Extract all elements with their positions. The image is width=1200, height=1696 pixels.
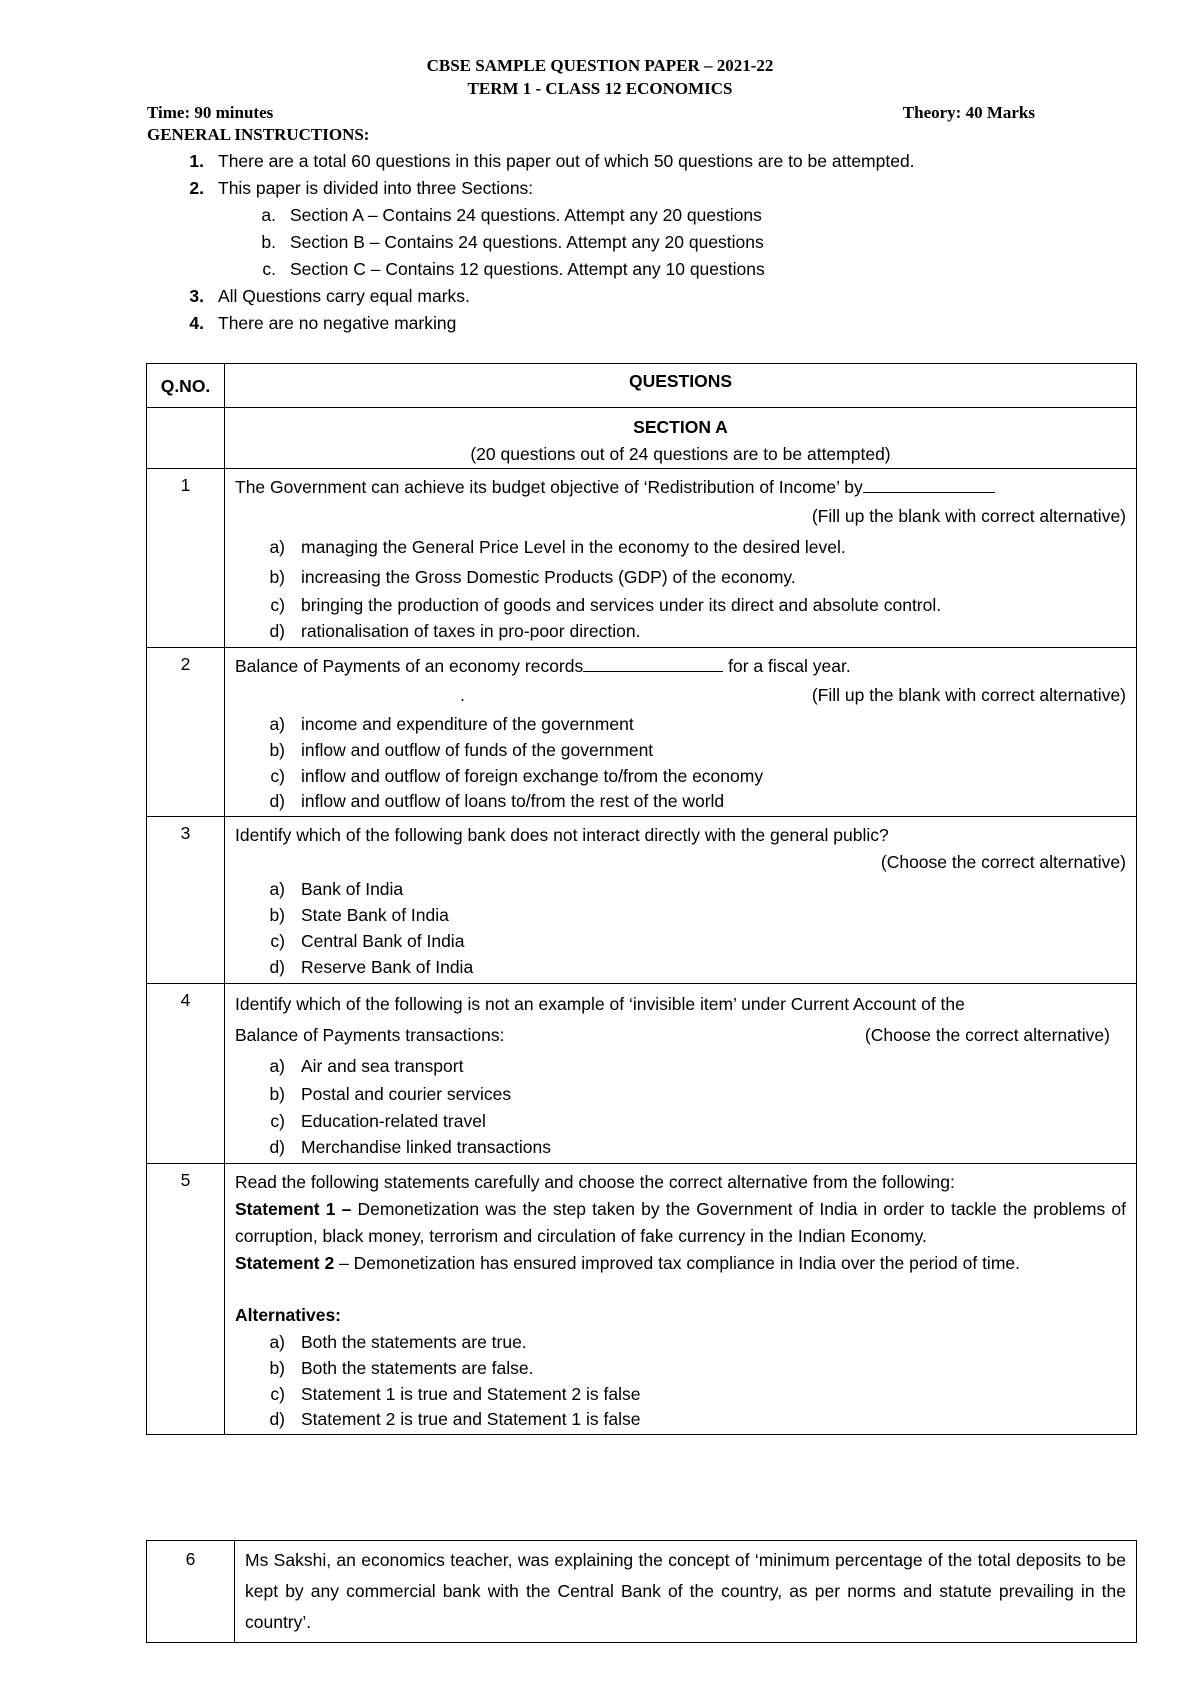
- questions-table-continued: [146, 1540, 1137, 1643]
- instruction-item: 1. There are a total 60 questions in this paper out of which 50 questions are to be attempted.: [189, 151, 915, 171]
- instruction-subitem: b. Section B – Contains 24 questions. Attempt any 20 questions: [261, 232, 764, 252]
- question-row: [147, 1541, 1137, 1643]
- option: c) bringing the production of goods and services under its direct and absolute control.: [270, 595, 942, 615]
- question-hint: (Fill up the blank with correct alternative): [811, 506, 1126, 526]
- question-text-tail: for a fiscal year.: [728, 656, 851, 676]
- general-instructions-heading: GENERAL INSTRUCTIONS:: [147, 125, 370, 144]
- question-number: 1: [147, 469, 225, 648]
- question-row: [147, 1164, 1137, 1435]
- time-label: Time: 90 minutes: [147, 103, 274, 122]
- question-hint: (Choose the correct alternative): [880, 852, 1126, 872]
- instruction-item: 4. There are no negative marking: [189, 313, 457, 333]
- question-row: [147, 648, 1137, 817]
- stray-dot: .: [460, 685, 465, 705]
- option: c) Central Bank of India: [270, 931, 465, 951]
- question-number: 4: [147, 984, 225, 1164]
- option: a) income and expenditure of the government: [269, 714, 634, 734]
- section-row: [147, 408, 1137, 469]
- option: c) Statement 1 is true and Statement 2 is false: [270, 1384, 641, 1404]
- option: b) inflow and outflow of funds of the government: [269, 740, 654, 760]
- option: c) Education-related travel: [270, 1111, 486, 1131]
- question-row: [147, 469, 1137, 648]
- option: b) increasing the Gross Domestic Products (GDP) of the economy.: [269, 567, 796, 587]
- instruction-item: 3. All Questions carry equal marks.: [189, 286, 470, 306]
- statement-2: Statement 2 – Demonetization has ensured improved tax compliance in India over the period of time.: [235, 1253, 1020, 1273]
- option: a) Both the statements are true.: [269, 1332, 527, 1352]
- option: a) managing the General Price Level in the economy to the desired level.: [269, 537, 846, 557]
- option: d) rationalisation of taxes in pro-poor direction.: [269, 621, 641, 641]
- section-note: (20 questions out of 24 questions are to be attempted): [470, 444, 891, 464]
- instruction-item: 2. This paper is divided into three Sections:: [189, 178, 534, 198]
- answer-blank: [863, 475, 995, 493]
- question-text: The Government can achieve its budget objective of ‘Redistribution of Income’ by: [235, 477, 863, 497]
- question-row: [147, 817, 1137, 984]
- question-text: Identify which of the following bank does not interact directly with the general public?: [235, 825, 889, 845]
- option: a) Air and sea transport: [269, 1056, 464, 1076]
- paper-title: CBSE SAMPLE QUESTION PAPER – 2021-22: [426, 56, 774, 75]
- question-text: Read the following statements carefully and choose the correct alternative from the following:: [235, 1172, 955, 1192]
- option: b) Both the statements are false.: [269, 1358, 534, 1378]
- instructions-list: [160, 148, 915, 337]
- marks-label: Theory: 40 Marks: [902, 103, 1035, 122]
- answer-blank: [583, 654, 723, 672]
- qno-header: Q.NO.: [147, 364, 225, 408]
- question-text-cont: Balance of Payments transactions:: [235, 1025, 505, 1045]
- statement-1: Statement 1 – Demonetization was the step taken by the Government of India in order to tackle the problems of corruption, black money, terrorism and circulation of fake currency in the Indian Economy.: [235, 1199, 1126, 1246]
- questions-table: [146, 363, 1137, 1435]
- question-row: [147, 984, 1137, 1164]
- time-marks-row: [147, 103, 1035, 123]
- paper-subtitle: TERM 1 - CLASS 12 ECONOMICS: [467, 79, 733, 98]
- instruction-subitem: a. Section A – Contains 24 questions. Attempt any 20 questions: [261, 205, 762, 225]
- paper-header: [0, 54, 1200, 100]
- question-number: 5: [147, 1164, 225, 1435]
- option: d) Statement 2 is true and Statement 1 is false: [269, 1409, 641, 1429]
- question-text: Identify which of the following is not an example of ‘invisible item’ under Current Account of the: [235, 994, 965, 1014]
- option: d) Reserve Bank of India: [269, 957, 474, 977]
- option: b) Postal and courier services: [269, 1084, 512, 1104]
- question-hint: (Fill up the blank with correct alternative): [811, 685, 1126, 705]
- table-header-row: [147, 364, 1137, 408]
- option: d) inflow and outflow of loans to/from the rest of the world: [269, 791, 725, 811]
- instruction-subitem: c. Section C – Contains 12 questions. Attempt any 10 questions: [262, 259, 765, 279]
- question-text: Ms Sakshi, an economics teacher, was explaining the concept of ‘minimum percentage of the total deposits to be kept by any commercial bank with the Central Bank of the country, as per norms and statute prevailing in the country’.: [245, 1550, 1126, 1632]
- question-number: 3: [147, 817, 225, 984]
- option: d) Merchandise linked transactions: [269, 1137, 551, 1157]
- questions-header: QUESTIONS: [225, 364, 1137, 408]
- option: c) inflow and outflow of foreign exchange to/from the economy: [270, 766, 764, 786]
- question-hint: (Choose the correct alternative): [864, 1025, 1110, 1045]
- question-number: 2: [147, 648, 225, 817]
- question-text: Balance of Payments of an economy records: [235, 656, 584, 676]
- section-title: SECTION A: [633, 417, 728, 437]
- option: b) State Bank of India: [269, 905, 449, 925]
- question-number: 6: [147, 1541, 235, 1643]
- alternatives-label: Alternatives:: [235, 1305, 342, 1325]
- option: a) Bank of India: [269, 879, 404, 899]
